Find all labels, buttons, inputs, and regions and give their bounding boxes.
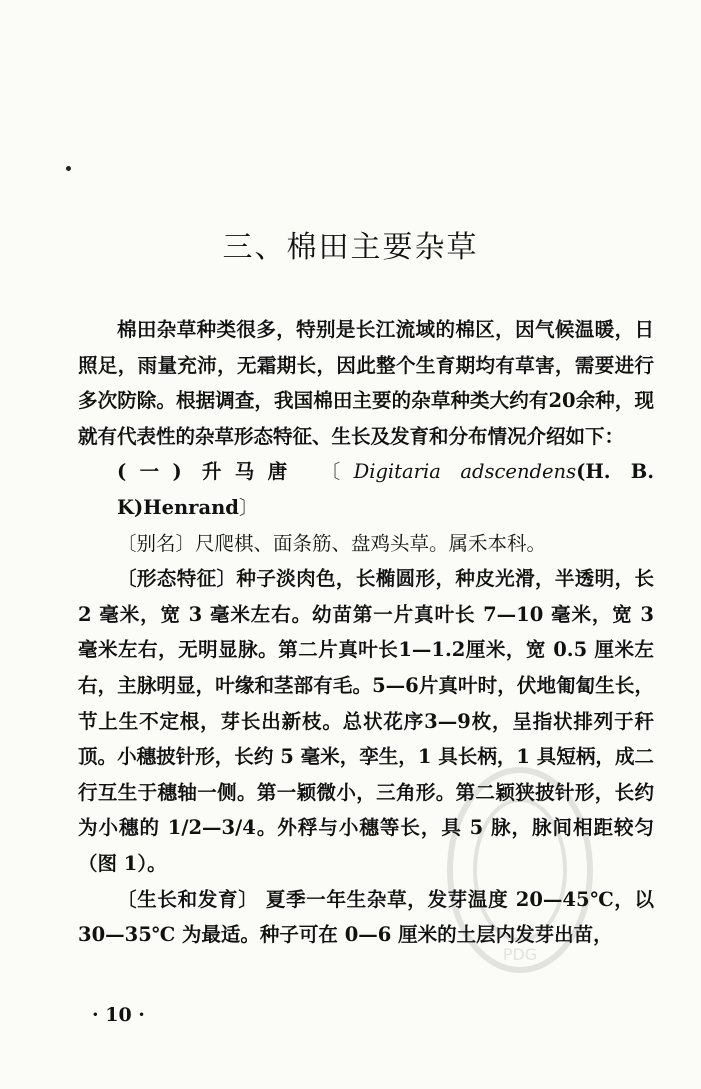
species-heading-line <box>78 454 654 525</box>
bracket-close: 〕 <box>238 495 259 519</box>
species-number-name: (一) 升马唐 <box>117 460 301 484</box>
taxon-authority: (H. B. K)Henrand <box>117 460 655 519</box>
growth-paragraph: 〔生长和发育〕 夏季一年生杂草，发芽温度 20—45℃，以 30—35℃ 为最适。种子可在 0—6 厘米的土层内发芽出苗， <box>78 887 654 947</box>
intro-paragraph: 棉田杂草种类很多，特别是长江流域的棉区，因气候温暖，日照足，雨量充沛，无霜期长，因此整个生育期均有草害，需要进行多次防除。根据调查，我国棉田主要的杂草种类大约有20余种，现就有代表性的杂草形态特征、生长及发育和分布情况介绍如下： <box>78 318 654 448</box>
morphology-paragraph: 〔形态特征〕种子淡肉色，长椭圆形，种皮光滑，半透明，长 2 毫米，宽 3 毫米左右。幼苗第一片真叶长 7—10 毫米，宽 3 毫米左右，无明显脉。第二片真叶长1—1.2厘米，宽 0.5 厘米左右，主脉明显，叶缘和茎部有毛。5—6片真叶时，伏地匍匐生长，节上生不定根，芽长出新枝。总状花序3—9枚，呈指状排列于秆顶。小穗披针形，长约 5 毫米，孪生，1 具长柄，1 具短柄，成二行互生于穗轴一侧。第一颖微小，三角形。第二颖狭披针形，长约为小穗的 1/2—3/4。外稃与小穗等长，具 5 脉，脉间相距较匀（图 1）。 <box>78 567 654 875</box>
latin-name: Digitaria adscendens <box>353 460 577 484</box>
stray-dot-mark <box>66 166 71 171</box>
svg-text:PDG: PDG <box>502 945 538 964</box>
page-number: · 10 · <box>92 1004 145 1026</box>
library-watermark-stamp <box>440 760 600 980</box>
bracket-open: 〔 <box>320 460 354 484</box>
section-title: 三、棉田主要杂草 <box>222 230 479 265</box>
alias-paragraph: 〔别名〕尺爬棋、面条筋、盘鸡头草。属禾本科。 <box>117 531 547 555</box>
